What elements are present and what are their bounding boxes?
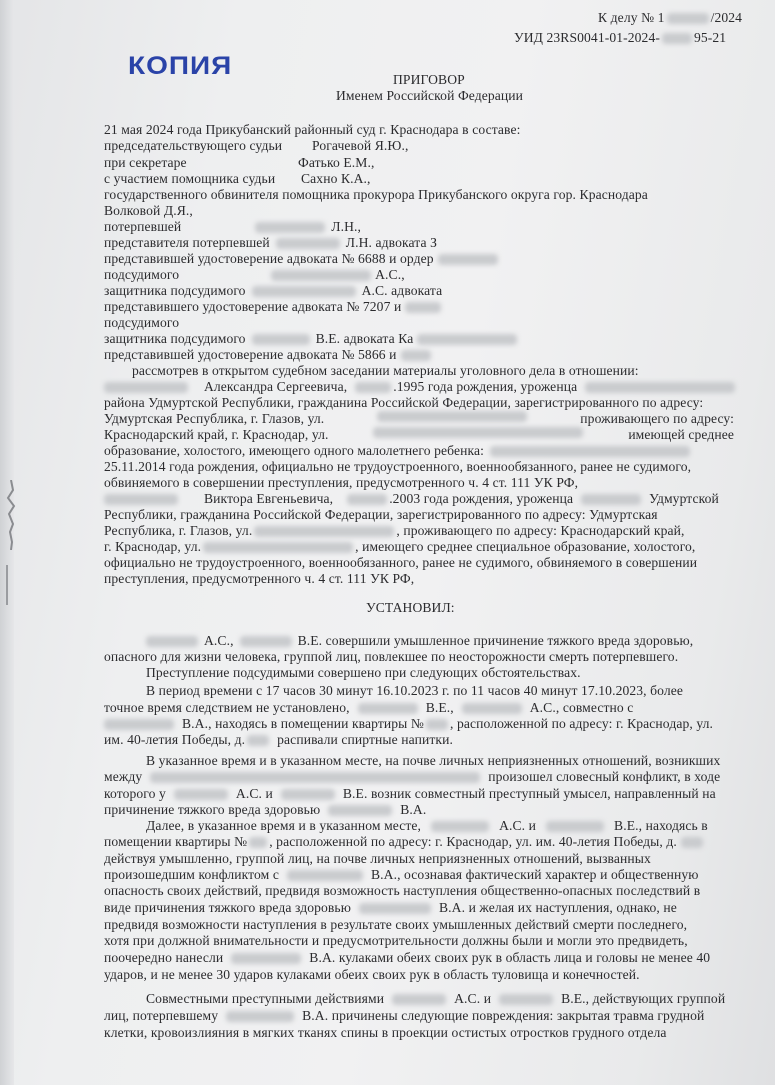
case-uid: УИД 23RS0041-01-2024- 95-21 (514, 30, 727, 45)
body-p3-line3: В.А., находясь в помещении квартиры № , расположенной по адресу: г. Краснодар, ул. (104, 716, 713, 732)
body-p4-line1: В указанное время и в указанном месте, на почве личных неприязненных отношений, возникших (146, 753, 721, 768)
victim-rep-cert: представившей удостоверение адвоката № 6688 и ордер (104, 251, 498, 267)
defendant2-residence: г. Краснодар, ул. , имеющего среднее специальное образование, холостого, (104, 539, 696, 554)
body-p5-line9: поочередно нанесли В.А. кулаками обеих своих рук в область лица и головы не менее 40 (104, 950, 711, 965)
considered-line: рассмотрев в открытом судебном заседании материалы уголовного дела в отношении: (132, 363, 639, 378)
prosecutor-line: государственного обвинителя помощника прокурора Прикубанского округа гор. Краснодара (104, 187, 648, 202)
document-subtitle: Именем Российской Федерации (336, 88, 524, 103)
assistant-name: Сахно К.А., (301, 171, 371, 186)
punch-hole-mark (6, 565, 8, 605)
body-p4-line2: между произошел словесный конфликт, в ходе (104, 769, 721, 784)
defendant1-education: образование, холостого, имеющего одного малолетнего ребенка: (104, 443, 690, 459)
body-p5-line1: Далее, в указанное время и в указанном месте, А.С. и В.Е., находясь в (146, 818, 708, 833)
secretary-label: при секретаре (104, 155, 187, 170)
defendant1-charge: обвиняемого в совершении преступления, предусмотренного ч. 4 ст. 111 УК РФ, (104, 475, 579, 490)
victim-rep-line: представителя потерпевшей Л.Н. адвоката З (104, 235, 438, 250)
body-p6-line3: клетки, кровоизлияния в мягких тканях спины в проекции остистых отростков грудного отдела (104, 1025, 667, 1040)
document-title: ПРИГОВОР (393, 72, 465, 87)
defender2-line: защитника подсудимого В.Е. адвоката Ка (104, 331, 517, 347)
secretary-name: Фатько Е.М., (298, 155, 375, 170)
defendant1-address: Удмуртская Республика, г. Глазов, ул. проживающего по адресу: (104, 411, 734, 426)
body-p5-line5: опасность своих действий, предвидя возможность наступления общественно-опасных последствий в (104, 883, 701, 898)
body-p5-line6: виде причинения тяжкого вреда здоровью В.А. и желая их наступления, однако, не (104, 900, 677, 915)
body-p5-line10: ударов, и не менее 30 ударов кулаками обеих своих рук в область туловища и конечностей. (104, 967, 640, 982)
defendant1-name: Александра Сергеевича, .1995 года рождения, уроженца (104, 379, 735, 395)
body-p5-line4: произошедшим конфликтом с В.А., осознавая фактический характер и общественную (104, 867, 699, 882)
body-p2: Преступление подсудимыми совершено при следующих обстоятельствах. (146, 665, 581, 680)
body-p4-line3: которого у А.С. и В.Е. возник совместный преступный умысел, направленный на (104, 786, 716, 801)
section-heading: УСТАНОВИЛ: (366, 600, 455, 615)
body-p5-line7: предвидя возможности наступления в результате своих умышленных действий смерти последнего, (104, 917, 688, 932)
body-p6-line1: Совместными преступными действиями А.С. и В.Е., действующих группой (146, 991, 726, 1006)
body-p5-line3: действуя умышленно, группой лиц, на почве личных неприязненных отношений, вызванных (104, 851, 651, 866)
presiding-label: председательствующего судьи (104, 138, 283, 153)
body-p3-line4: им. 40-летия Победы, д. распивали спиртные напитки. (104, 732, 453, 747)
body-p3-line1: В период времени с 17 часов 30 минут 16.10.2023 г. по 11 часов 40 минут 17.10.2023, более (146, 683, 684, 698)
body-p1-line1: А.С., В.Е. совершили умышленное причинение тяжкого вреда здоровью, (146, 633, 693, 649)
defendant2-label: подсудимого (104, 315, 180, 330)
body-p6-line2: лиц, потерпевшему В.А. причинены следующие повреждения: закрытая травма грудной (104, 1008, 705, 1023)
defendant2-name: Виктора Евгеньевича, .2003 года рождения, уроженца Удмуртской (104, 491, 719, 507)
defender1-line: защитника подсудимого А.С. адвоката (104, 283, 443, 298)
defendant2-status: официально не трудоустроенного, военнообязанного, ранее не судимого, обвиняемого в совершении (104, 555, 698, 570)
defender2-cert: представившей удостоверение адвоката № 5866 и (104, 347, 431, 363)
body-p3-line2: точное время следствием не установлено, В.Е., А.С., совместно с (104, 700, 634, 715)
defendant1-registration: района Удмуртской Республики, гражданина Российской Федерации, зарегистрированного по адресу: (104, 395, 704, 410)
defendant2-charge: преступления, предусмотренного ч. 4 ст. 111 УК РФ, (104, 571, 415, 586)
body-p4-line4: причинение тяжкого вреда здоровью В.А. (104, 802, 427, 817)
body-p5-line2: помещении квартиры № , расположенной по адресу: г. Краснодар, ул. им. 40-летия Победы, д. (104, 834, 703, 850)
assistant-label: с участием помощника судьи (104, 171, 276, 186)
defendant2-address: Республика, г. Глазов, ул. , проживающего по адресу: Краснодарский край, (104, 523, 685, 538)
case-number: К делу № 1 /2024 (598, 10, 743, 25)
staple-mark (3, 480, 19, 550)
defendant2-registration: Республики, гражданина Российской Федерации, зарегистрированного по адресу: Удмуртская (104, 507, 658, 522)
body-p5-line8: хотя при должной внимательности и предусмотрительности должны были и могли это предвидеть, (104, 933, 688, 948)
defendant1-line: подсудимого А.С., (104, 267, 405, 282)
defender1-cert: представившего удостоверение адвоката № 7207 и (104, 299, 441, 315)
victim-line: потерпевшей Л.Н., (104, 219, 362, 234)
court-line: 21 мая 2024 года Прикубанский районный суд г. Краснодара в составе: (104, 122, 521, 137)
prosecutor-name: Волковой Д.Я., (104, 203, 193, 218)
body-p1-line2: опасного для жизни человека, группой лиц, повлекшее по неосторожности смерть потерпевшего. (104, 649, 679, 664)
presiding-name: Рогачевой Я.Ю., (312, 138, 409, 153)
copy-stamp: КОПИЯ (128, 51, 233, 80)
defendant1-status: 25.11.2014 года рождения, официально не трудоустроенного, военнообязанного, ранее не судимого, (104, 459, 692, 474)
defendant1-residence: Краснодарский край, г. Краснодар, ул. имеющей среднее (104, 427, 734, 442)
